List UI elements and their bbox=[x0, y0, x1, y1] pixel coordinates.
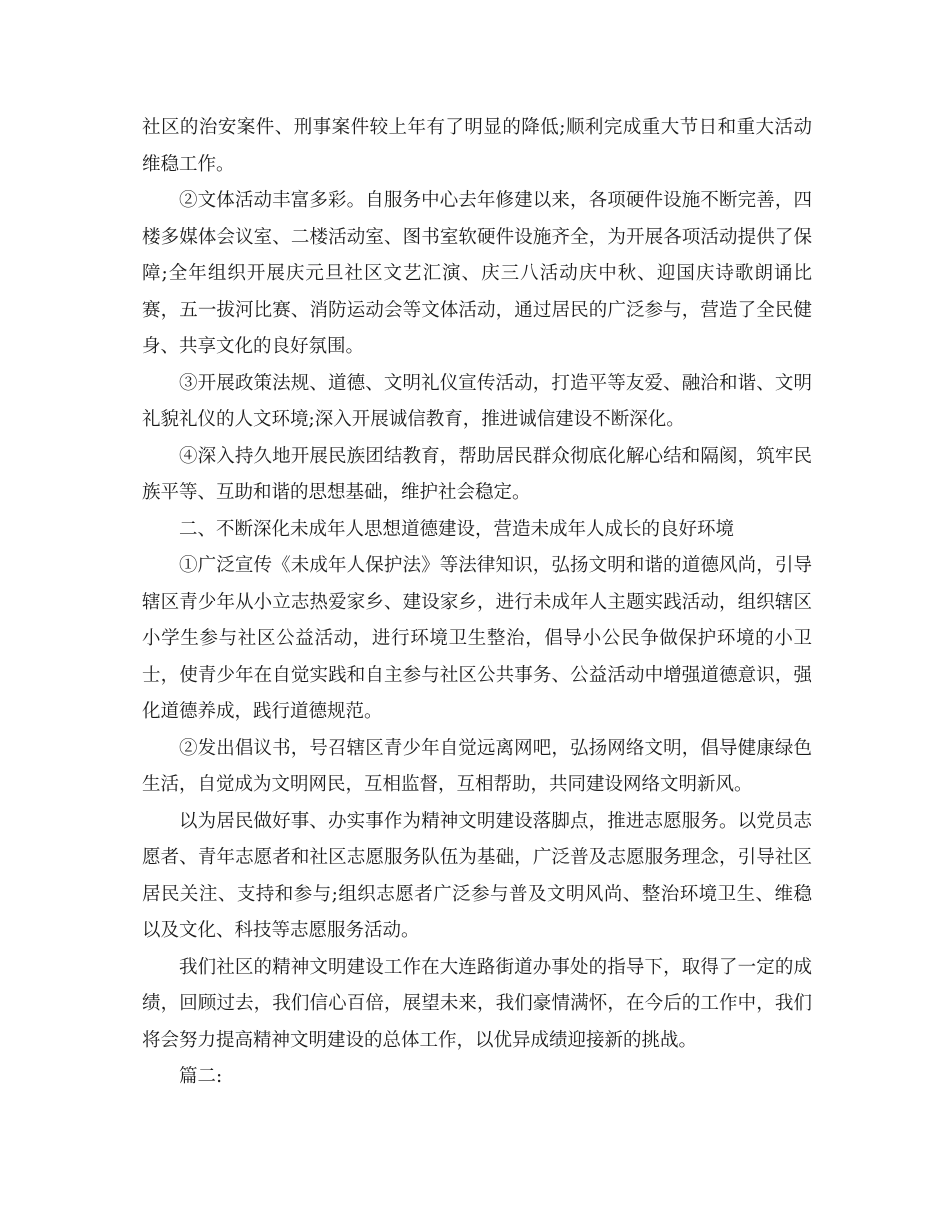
paragraph-6: ①广泛宣传《未成年人保护法》等法律知识，弘扬文明和谐的道德风尚，引导辖区青少年从小立志热爱家乡、建设家乡，进行未成年人主题实践活动，组织辖区小学生参与社区公益活动，进行环境卫生整治，倡导小公民争做保护环境的小卫士，使青少年在自觉实践和自主参与社区公共事务、公益活动中增强道德意识，强化道德养成，践行道德规范。 bbox=[142, 555, 812, 722]
paragraph-2: ②文体活动丰富多彩。自服务中心去年修建以来，各项硬件设施不断完善，四楼多媒体会议室、二楼活动室、图书室软硬件设施齐全，为开展各项活动提供了保障;全年组织开展庆元旦社区文艺汇演、庆三八活动庆中秋、迎国庆诗歌朗诵比赛，五一拔河比赛、消防运动会等文体活动，通过居民的广泛参与，营造了全民健身、共享文化的良好氛围。 bbox=[142, 190, 812, 357]
paragraph-9: 我们社区的精神文明建设工作在大连路街道办事处的指导下，取得了一定的成绩，回顾过去，我们信心百倍，展望未来，我们豪情满怀，在今后的工作中，我们将会努力提高精神文明建设的总体工作，以优异成绩迎接新的挑战。 bbox=[142, 956, 812, 1051]
paragraph-8: 以为居民做好事、办实事作为精神文明建设落脚点，推进志愿服务。以党员志愿者、青年志愿者和社区志愿服务队伍为基础，广泛普及志愿服务理念，引导社区居民关注、支持和参与;组织志愿者广泛参与普及文明风尚、整治环境卫生、维稳以及文化、科技等志愿服务活动。 bbox=[142, 810, 812, 941]
paragraph-7: ②发出倡议书，号召辖区青少年自觉远离网吧，弘扬网络文明，倡导健康绿色生活，自觉成为文明网民，互相监督，互相帮助，共同建设网络文明新风。 bbox=[142, 737, 812, 795]
next-section-label: 篇二: bbox=[179, 1066, 223, 1087]
document-body bbox=[142, 110, 812, 1096]
paragraph-3: ③开展政策法规、道德、文明礼仪宣传活动，打造平等友爱、融洽和谐、文明礼貌礼仪的人文环境;深入开展诚信教育，推进诚信建设不断深化。 bbox=[142, 372, 812, 430]
paragraph-4: ④深入持久地开展民族团结教育，帮助居民群众彻底化解心结和隔阂，筑牢民族平等、互助和谐的思想基础，维护社会稳定。 bbox=[142, 445, 812, 503]
section-heading: 二、不断深化未成年人思想道德建设，营造未成年人成长的良好环境 bbox=[179, 518, 735, 540]
paragraph-1: 社区的治安案件、刑事案件较上年有了明显的降低;顺利完成重大节日和重大活动维稳工作。 bbox=[142, 117, 812, 175]
